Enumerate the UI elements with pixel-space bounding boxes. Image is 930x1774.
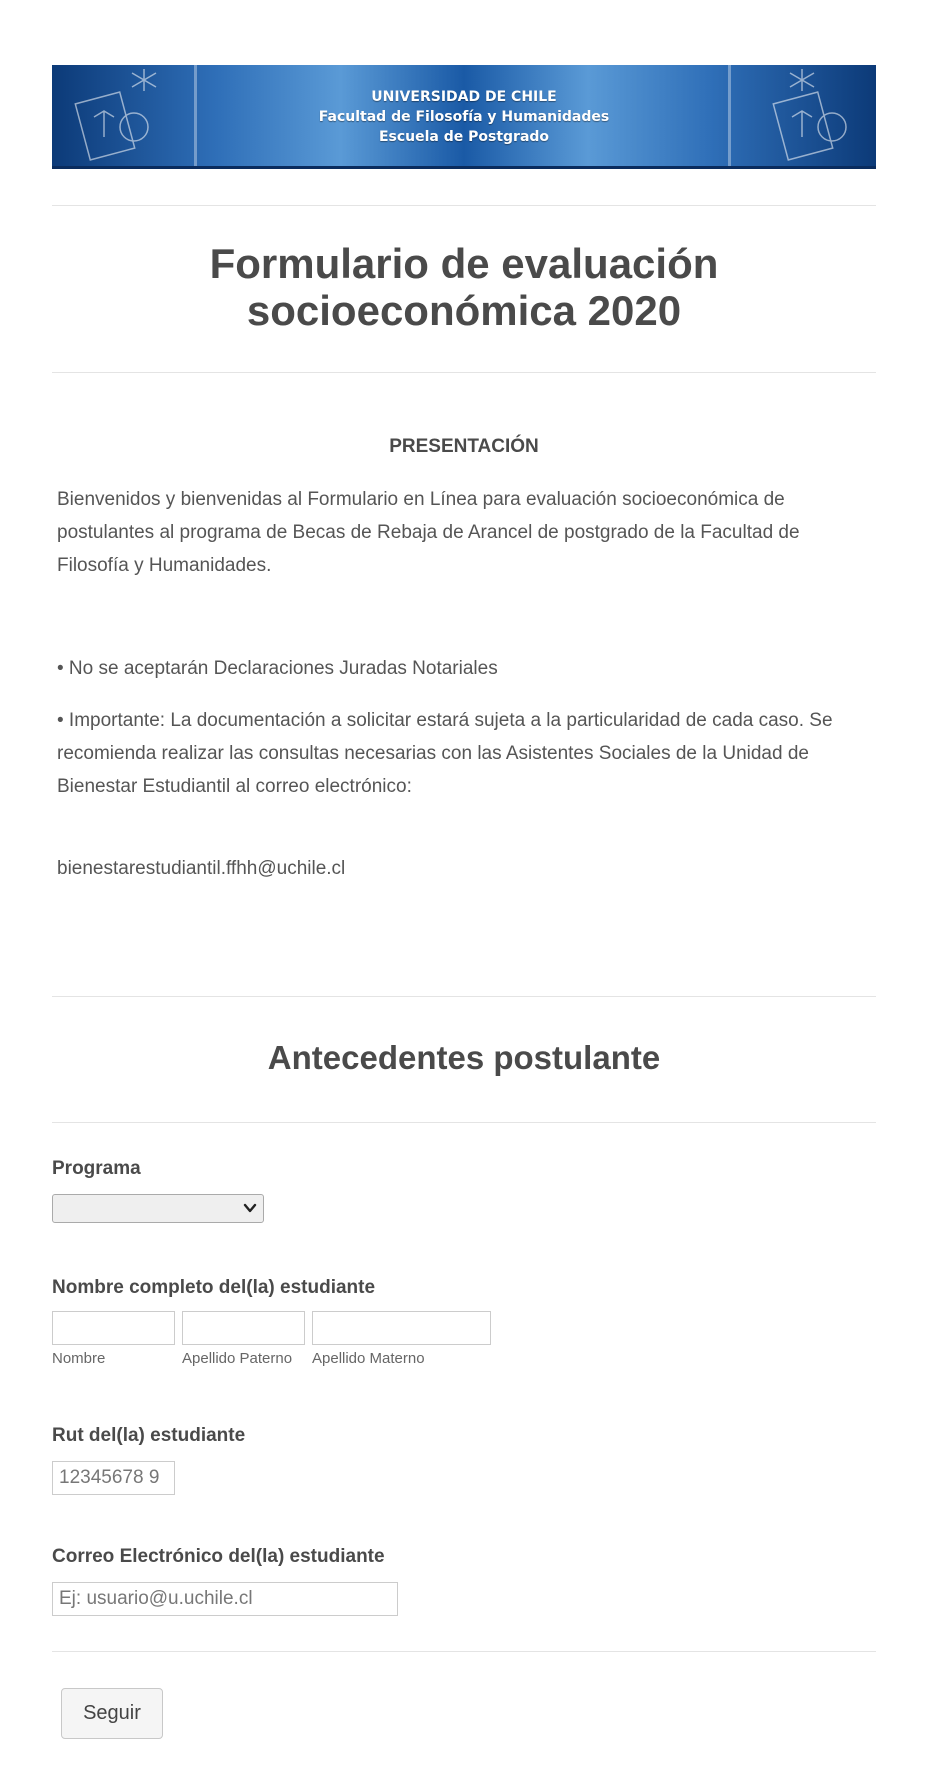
contact-email: bienestarestudiantil.ffhh@uchile.cl [57,858,346,879]
first-name-input[interactable] [52,1311,175,1345]
next-button[interactable]: Seguir [61,1688,163,1739]
section-title: Antecedentes postulante [267,1039,661,1076]
maternal-surname-input[interactable] [312,1311,491,1345]
divider [52,205,876,206]
paternal-surname-input[interactable] [182,1311,305,1345]
maternal-surname-sublabel: Apellido Materno [312,1350,425,1367]
programa-label: Programa [52,1158,141,1179]
divider [52,996,876,997]
presentation-heading: PRESENTACIÓN [389,436,539,457]
banner-faculty: Facultad de Filosofía y Humanidades [318,109,610,125]
programa-select[interactable] [52,1194,264,1223]
paternal-surname-sublabel: Apellido Paterno [182,1350,293,1367]
correo-label: Correo Electrónico del(la) estudiante [52,1546,385,1567]
nombre-label: Nombre completo del(la) estudiante [52,1277,376,1298]
rut-input[interactable] [52,1461,175,1495]
divider [52,1651,876,1652]
banner-text [52,87,876,147]
notice-important: • Importante: La documentación a solicitar estará sujeta a la particularidad de cada caso. Se recomienda realizar las consultas necesarias con las Asistentes Sociales de la Unidad de Bienestar Estudiantil al correo electrónico: [57,710,833,797]
university-banner [52,65,876,169]
divider [52,1122,876,1123]
email-input[interactable] [52,1582,398,1616]
banner-school: Escuela de Postgrado [378,129,550,145]
welcome-text: Bienvenidos y bienvenidas al Formulario en Línea para evaluación socioeconómica de postulantes al programa de Becas de Rebaja de Arancel de postgrado de la Facultad de Filosofía y Humanidades. [57,489,800,576]
rut-label: Rut del(la) estudiante [52,1425,246,1446]
banner-university: UNIVERSIDAD DE CHILE [371,89,557,105]
first-name-sublabel: Nombre [52,1350,106,1367]
form-title: Formulario de evaluación socioeconómica 2020 [209,240,719,334]
chevron-down-icon [243,1199,257,1217]
divider [52,372,876,373]
notice-notarial: • No se aceptarán Declaraciones Juradas Notariales [57,658,498,679]
